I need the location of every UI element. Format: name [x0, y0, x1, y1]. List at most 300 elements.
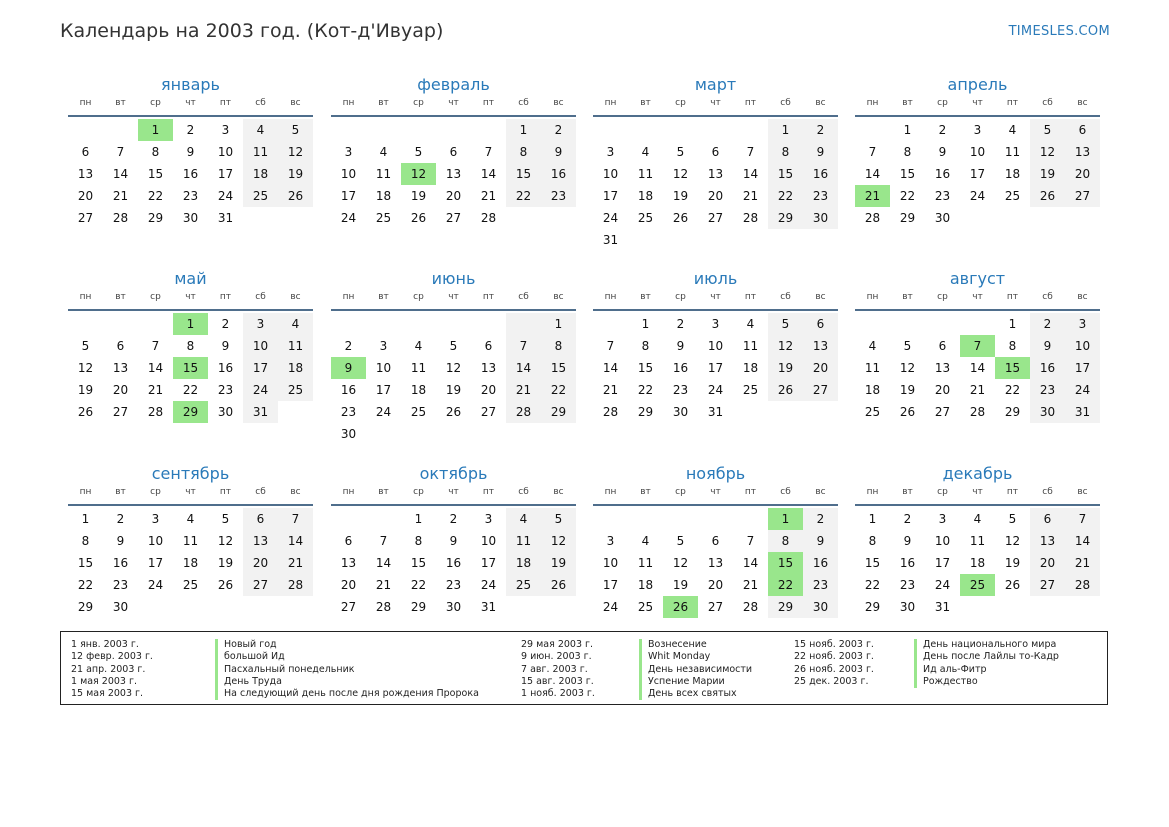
day-cell[interactable]: 24 — [217, 189, 234, 203]
day-cell[interactable]: 13 — [112, 361, 129, 375]
day-cell[interactable]: 21 — [480, 189, 497, 203]
day-cell[interactable]: 22 — [637, 383, 654, 397]
day-cell[interactable]: 22 — [77, 578, 94, 592]
day-cell[interactable]: 16 — [445, 556, 462, 570]
day-cell[interactable]: 11 — [375, 167, 392, 181]
holiday-day-cell[interactable]: 21 — [855, 185, 890, 207]
holiday-day-cell[interactable]: 22 — [768, 574, 803, 596]
day-cell[interactable]: 19 — [672, 578, 689, 592]
day-cell[interactable]: 28 — [602, 405, 619, 419]
day-cell[interactable]: 9 — [803, 141, 838, 163]
day-cell[interactable]: 25 — [637, 600, 654, 614]
brand-link[interactable]: TIMESLES.COM — [1008, 24, 1110, 39]
day-cell[interactable]: 31 — [707, 405, 724, 419]
day-cell[interactable]: 29 — [1004, 405, 1021, 419]
day-cell[interactable]: 5 — [768, 313, 803, 335]
day-cell[interactable]: 16 — [803, 163, 838, 185]
day-cell[interactable]: 11 — [278, 335, 313, 357]
day-cell[interactable]: 21 — [147, 383, 164, 397]
day-cell[interactable]: 3 — [379, 339, 388, 353]
day-cell[interactable]: 16 — [899, 556, 916, 570]
day-cell[interactable]: 22 — [541, 379, 576, 401]
day-cell[interactable]: 3 — [606, 534, 615, 548]
day-cell[interactable]: 17 — [147, 556, 164, 570]
day-cell[interactable]: 23 — [803, 574, 838, 596]
day-cell[interactable]: 27 — [243, 574, 278, 596]
day-cell[interactable]: 3 — [973, 123, 982, 137]
day-cell[interactable]: 26 — [217, 578, 234, 592]
day-cell[interactable]: 23 — [182, 189, 199, 203]
day-cell[interactable]: 31 — [217, 211, 234, 225]
day-cell[interactable]: 29 — [410, 600, 427, 614]
day-cell[interactable]: 4 — [379, 145, 388, 159]
day-cell[interactable]: 19 — [1030, 163, 1065, 185]
day-cell[interactable]: 5 — [414, 145, 423, 159]
day-cell[interactable]: 23 — [934, 189, 951, 203]
day-cell[interactable]: 16 — [340, 383, 357, 397]
day-cell[interactable]: 25 — [864, 405, 881, 419]
day-cell[interactable]: 4 — [506, 508, 541, 530]
day-cell[interactable]: 2 — [449, 512, 458, 526]
day-cell[interactable]: 14 — [742, 556, 759, 570]
day-cell[interactable]: 2 — [803, 508, 838, 530]
day-cell[interactable]: 19 — [768, 357, 803, 379]
day-cell[interactable]: 16 — [803, 552, 838, 574]
day-cell[interactable]: 10 — [602, 556, 619, 570]
day-cell[interactable]: 20 — [480, 383, 497, 397]
day-cell[interactable]: 30 — [934, 211, 951, 225]
day-cell[interactable]: 25 — [637, 211, 654, 225]
day-cell[interactable]: 15 — [410, 556, 427, 570]
day-cell[interactable]: 15 — [899, 167, 916, 181]
day-cell[interactable]: 5 — [903, 339, 912, 353]
day-cell[interactable]: 13 — [480, 361, 497, 375]
day-cell[interactable]: 16 — [217, 361, 234, 375]
day-cell[interactable]: 12 — [1030, 141, 1065, 163]
day-cell[interactable]: 19 — [217, 556, 234, 570]
day-cell[interactable]: 6 — [803, 313, 838, 335]
day-cell[interactable]: 1 — [506, 119, 541, 141]
day-cell[interactable]: 17 — [934, 556, 951, 570]
day-cell[interactable]: 4 — [973, 512, 982, 526]
day-cell[interactable]: 10 — [340, 167, 357, 181]
day-cell[interactable]: 12 — [278, 141, 313, 163]
day-cell[interactable]: 10 — [217, 145, 234, 159]
day-cell[interactable]: 26 — [410, 211, 427, 225]
day-cell[interactable]: 8 — [903, 145, 912, 159]
day-cell[interactable]: 11 — [506, 530, 541, 552]
day-cell[interactable]: 18 — [506, 552, 541, 574]
day-cell[interactable]: 6 — [711, 534, 720, 548]
day-cell[interactable]: 28 — [506, 401, 541, 423]
day-cell[interactable]: 23 — [445, 578, 462, 592]
day-cell[interactable]: 13 — [803, 335, 838, 357]
day-cell[interactable]: 9 — [541, 141, 576, 163]
day-cell[interactable]: 3 — [243, 313, 278, 335]
day-cell[interactable]: 15 — [147, 167, 164, 181]
day-cell[interactable]: 19 — [278, 163, 313, 185]
day-cell[interactable]: 12 — [541, 530, 576, 552]
day-cell[interactable]: 17 — [480, 556, 497, 570]
day-cell[interactable]: 13 — [1030, 530, 1065, 552]
day-cell[interactable]: 14 — [147, 361, 164, 375]
holiday-day-cell[interactable]: 12 — [401, 163, 436, 185]
day-cell[interactable]: 30 — [340, 427, 357, 441]
holiday-day-cell[interactable]: 15 — [995, 357, 1030, 379]
day-cell[interactable]: 11 — [637, 556, 654, 570]
day-cell[interactable]: 30 — [803, 207, 838, 229]
day-cell[interactable]: 5 — [1008, 512, 1017, 526]
day-cell[interactable]: 22 — [506, 185, 541, 207]
day-cell[interactable]: 2 — [803, 119, 838, 141]
day-cell[interactable]: 14 — [864, 167, 881, 181]
holiday-day-cell[interactable]: 15 — [173, 357, 208, 379]
day-cell[interactable]: 24 — [1065, 379, 1100, 401]
day-cell[interactable]: 26 — [1004, 578, 1021, 592]
day-cell[interactable]: 25 — [1004, 189, 1021, 203]
day-cell[interactable]: 24 — [707, 383, 724, 397]
day-cell[interactable]: 7 — [1065, 508, 1100, 530]
day-cell[interactable]: 4 — [243, 119, 278, 141]
day-cell[interactable]: 30 — [182, 211, 199, 225]
day-cell[interactable]: 17 — [602, 189, 619, 203]
day-cell[interactable]: 11 — [182, 534, 199, 548]
day-cell[interactable]: 29 — [541, 401, 576, 423]
day-cell[interactable]: 10 — [602, 167, 619, 181]
day-cell[interactable]: 12 — [217, 534, 234, 548]
day-cell[interactable]: 3 — [221, 123, 230, 137]
day-cell[interactable]: 25 — [278, 379, 313, 401]
day-cell[interactable]: 9 — [938, 145, 947, 159]
day-cell[interactable]: 20 — [77, 189, 94, 203]
day-cell[interactable]: 11 — [410, 361, 427, 375]
day-cell[interactable]: 28 — [278, 574, 313, 596]
day-cell[interactable]: 22 — [147, 189, 164, 203]
day-cell[interactable]: 8 — [506, 141, 541, 163]
day-cell[interactable]: 13 — [707, 167, 724, 181]
day-cell[interactable]: 9 — [676, 339, 685, 353]
day-cell[interactable]: 6 — [243, 508, 278, 530]
day-cell[interactable]: 27 — [1030, 574, 1065, 596]
day-cell[interactable]: 4 — [641, 534, 650, 548]
day-cell[interactable]: 4 — [641, 145, 650, 159]
day-cell[interactable]: 18 — [375, 189, 392, 203]
holiday-day-cell[interactable]: 29 — [173, 401, 208, 423]
day-cell[interactable]: 21 — [969, 383, 986, 397]
day-cell[interactable]: 3 — [484, 512, 493, 526]
day-cell[interactable]: 4 — [746, 317, 755, 331]
day-cell[interactable]: 4 — [414, 339, 423, 353]
day-cell[interactable]: 30 — [112, 600, 129, 614]
day-cell[interactable]: 7 — [606, 339, 615, 353]
day-cell[interactable]: 8 — [768, 530, 803, 552]
day-cell[interactable]: 12 — [672, 167, 689, 181]
day-cell[interactable]: 11 — [969, 534, 986, 548]
day-cell[interactable]: 11 — [637, 167, 654, 181]
day-cell[interactable]: 20 — [934, 383, 951, 397]
day-cell[interactable]: 14 — [1065, 530, 1100, 552]
day-cell[interactable]: 2 — [186, 123, 195, 137]
day-cell[interactable]: 18 — [637, 578, 654, 592]
day-cell[interactable]: 29 — [864, 600, 881, 614]
day-cell[interactable]: 14 — [112, 167, 129, 181]
day-cell[interactable]: 26 — [899, 405, 916, 419]
day-cell[interactable]: 15 — [541, 357, 576, 379]
day-cell[interactable]: 7 — [746, 534, 755, 548]
day-cell[interactable]: 21 — [742, 578, 759, 592]
day-cell[interactable]: 9 — [186, 145, 195, 159]
day-cell[interactable]: 1 — [541, 313, 576, 335]
day-cell[interactable]: 27 — [340, 600, 357, 614]
day-cell[interactable]: 12 — [445, 361, 462, 375]
day-cell[interactable]: 18 — [637, 189, 654, 203]
day-cell[interactable]: 5 — [278, 119, 313, 141]
day-cell[interactable]: 26 — [541, 574, 576, 596]
day-cell[interactable]: 24 — [602, 211, 619, 225]
day-cell[interactable]: 2 — [1030, 313, 1065, 335]
day-cell[interactable]: 13 — [340, 556, 357, 570]
day-cell[interactable]: 28 — [147, 405, 164, 419]
day-cell[interactable]: 8 — [151, 145, 160, 159]
day-cell[interactable]: 29 — [77, 600, 94, 614]
holiday-day-cell[interactable]: 1 — [768, 508, 803, 530]
day-cell[interactable]: 27 — [707, 600, 724, 614]
day-cell[interactable]: 28 — [112, 211, 129, 225]
day-cell[interactable]: 12 — [899, 361, 916, 375]
day-cell[interactable]: 7 — [484, 145, 493, 159]
day-cell[interactable]: 13 — [243, 530, 278, 552]
day-cell[interactable]: 7 — [151, 339, 160, 353]
day-cell[interactable]: 14 — [742, 167, 759, 181]
day-cell[interactable]: 6 — [344, 534, 353, 548]
day-cell[interactable]: 21 — [602, 383, 619, 397]
day-cell[interactable]: 8 — [186, 339, 195, 353]
day-cell[interactable]: 14 — [969, 361, 986, 375]
day-cell[interactable]: 31 — [480, 600, 497, 614]
day-cell[interactable]: 2 — [116, 512, 125, 526]
day-cell[interactable]: 1 — [868, 512, 877, 526]
day-cell[interactable]: 5 — [676, 145, 685, 159]
day-cell[interactable]: 24 — [602, 600, 619, 614]
day-cell[interactable]: 14 — [480, 167, 497, 181]
day-cell[interactable]: 24 — [480, 578, 497, 592]
day-cell[interactable]: 2 — [903, 512, 912, 526]
day-cell[interactable]: 2 — [541, 119, 576, 141]
day-cell[interactable]: 26 — [672, 211, 689, 225]
day-cell[interactable]: 23 — [340, 405, 357, 419]
day-cell[interactable]: 22 — [864, 578, 881, 592]
day-cell[interactable]: 23 — [1030, 379, 1065, 401]
day-cell[interactable]: 29 — [899, 211, 916, 225]
day-cell[interactable]: 6 — [1065, 119, 1100, 141]
day-cell[interactable]: 20 — [803, 357, 838, 379]
day-cell[interactable]: 31 — [934, 600, 951, 614]
day-cell[interactable]: 6 — [1030, 508, 1065, 530]
day-cell[interactable]: 28 — [480, 211, 497, 225]
day-cell[interactable]: 13 — [445, 167, 462, 181]
day-cell[interactable]: 30 — [803, 596, 838, 618]
day-cell[interactable]: 2 — [344, 339, 353, 353]
day-cell[interactable]: 8 — [768, 141, 803, 163]
day-cell[interactable]: 20 — [445, 189, 462, 203]
day-cell[interactable]: 10 — [969, 145, 986, 159]
holiday-day-cell[interactable]: 25 — [960, 574, 995, 596]
day-cell[interactable]: 1 — [81, 512, 90, 526]
day-cell[interactable]: 9 — [449, 534, 458, 548]
day-cell[interactable]: 18 — [742, 361, 759, 375]
day-cell[interactable]: 5 — [81, 339, 90, 353]
day-cell[interactable]: 8 — [414, 534, 423, 548]
day-cell[interactable]: 5 — [449, 339, 458, 353]
day-cell[interactable]: 5 — [221, 512, 230, 526]
day-cell[interactable]: 15 — [864, 556, 881, 570]
day-cell[interactable]: 18 — [278, 357, 313, 379]
day-cell[interactable]: 29 — [768, 596, 803, 618]
day-cell[interactable]: 14 — [506, 357, 541, 379]
day-cell[interactable]: 31 — [1065, 401, 1100, 423]
day-cell[interactable]: 17 — [340, 189, 357, 203]
day-cell[interactable]: 19 — [1004, 556, 1021, 570]
day-cell[interactable]: 23 — [541, 185, 576, 207]
day-cell[interactable]: 9 — [1030, 335, 1065, 357]
day-cell[interactable]: 1 — [414, 512, 423, 526]
day-cell[interactable]: 20 — [707, 189, 724, 203]
day-cell[interactable]: 12 — [77, 361, 94, 375]
day-cell[interactable]: 9 — [221, 339, 230, 353]
day-cell[interactable]: 9 — [803, 530, 838, 552]
day-cell[interactable]: 17 — [969, 167, 986, 181]
day-cell[interactable]: 12 — [1004, 534, 1021, 548]
day-cell[interactable]: 16 — [934, 167, 951, 181]
day-cell[interactable]: 9 — [903, 534, 912, 548]
day-cell[interactable]: 19 — [541, 552, 576, 574]
day-cell[interactable]: 7 — [868, 145, 877, 159]
day-cell[interactable]: 26 — [1030, 185, 1065, 207]
day-cell[interactable]: 24 — [969, 189, 986, 203]
day-cell[interactable]: 24 — [340, 211, 357, 225]
day-cell[interactable]: 25 — [410, 405, 427, 419]
holiday-day-cell[interactable]: 26 — [663, 596, 698, 618]
day-cell[interactable]: 10 — [147, 534, 164, 548]
day-cell[interactable]: 17 — [707, 361, 724, 375]
day-cell[interactable]: 27 — [480, 405, 497, 419]
day-cell[interactable]: 28 — [742, 600, 759, 614]
day-cell[interactable]: 11 — [742, 339, 759, 353]
day-cell[interactable]: 26 — [768, 379, 803, 401]
day-cell[interactable]: 21 — [278, 552, 313, 574]
day-cell[interactable]: 7 — [506, 335, 541, 357]
day-cell[interactable]: 10 — [1065, 335, 1100, 357]
day-cell[interactable]: 2 — [676, 317, 685, 331]
day-cell[interactable]: 12 — [672, 556, 689, 570]
day-cell[interactable]: 25 — [182, 578, 199, 592]
day-cell[interactable]: 30 — [1030, 401, 1065, 423]
day-cell[interactable]: 14 — [375, 556, 392, 570]
day-cell[interactable]: 30 — [217, 405, 234, 419]
day-cell[interactable]: 20 — [243, 552, 278, 574]
day-cell[interactable]: 6 — [484, 339, 493, 353]
day-cell[interactable]: 1 — [768, 119, 803, 141]
day-cell[interactable]: 27 — [803, 379, 838, 401]
day-cell[interactable]: 23 — [112, 578, 129, 592]
day-cell[interactable]: 27 — [934, 405, 951, 419]
day-cell[interactable]: 15 — [768, 163, 803, 185]
day-cell[interactable]: 18 — [1004, 167, 1021, 181]
day-cell[interactable]: 31 — [243, 401, 278, 423]
day-cell[interactable]: 13 — [1065, 141, 1100, 163]
day-cell[interactable]: 27 — [707, 211, 724, 225]
day-cell[interactable]: 26 — [445, 405, 462, 419]
day-cell[interactable]: 25 — [243, 185, 278, 207]
day-cell[interactable]: 24 — [375, 405, 392, 419]
day-cell[interactable]: 10 — [707, 339, 724, 353]
day-cell[interactable]: 20 — [1030, 552, 1065, 574]
day-cell[interactable]: 21 — [506, 379, 541, 401]
day-cell[interactable]: 19 — [672, 189, 689, 203]
day-cell[interactable]: 17 — [1065, 357, 1100, 379]
day-cell[interactable]: 7 — [746, 145, 755, 159]
day-cell[interactable]: 10 — [243, 335, 278, 357]
day-cell[interactable]: 5 — [1030, 119, 1065, 141]
day-cell[interactable]: 29 — [637, 405, 654, 419]
day-cell[interactable]: 23 — [672, 383, 689, 397]
day-cell[interactable]: 17 — [243, 357, 278, 379]
day-cell[interactable]: 7 — [379, 534, 388, 548]
day-cell[interactable]: 6 — [938, 339, 947, 353]
day-cell[interactable]: 24 — [934, 578, 951, 592]
day-cell[interactable]: 4 — [1008, 123, 1017, 137]
day-cell[interactable]: 15 — [637, 361, 654, 375]
day-cell[interactable]: 22 — [768, 185, 803, 207]
day-cell[interactable]: 19 — [410, 189, 427, 203]
day-cell[interactable]: 13 — [934, 361, 951, 375]
day-cell[interactable]: 3 — [711, 317, 720, 331]
day-cell[interactable]: 16 — [672, 361, 689, 375]
day-cell[interactable]: 19 — [77, 383, 94, 397]
day-cell[interactable]: 19 — [445, 383, 462, 397]
day-cell[interactable]: 23 — [899, 578, 916, 592]
day-cell[interactable]: 2 — [938, 123, 947, 137]
day-cell[interactable]: 27 — [112, 405, 129, 419]
day-cell[interactable]: 11 — [243, 141, 278, 163]
day-cell[interactable]: 6 — [449, 145, 458, 159]
day-cell[interactable]: 8 — [541, 335, 576, 357]
day-cell[interactable]: 25 — [375, 211, 392, 225]
day-cell[interactable]: 7 — [278, 508, 313, 530]
day-cell[interactable]: 22 — [182, 383, 199, 397]
day-cell[interactable]: 3 — [938, 512, 947, 526]
day-cell[interactable]: 20 — [707, 578, 724, 592]
day-cell[interactable]: 20 — [340, 578, 357, 592]
day-cell[interactable]: 22 — [410, 578, 427, 592]
day-cell[interactable]: 5 — [676, 534, 685, 548]
day-cell[interactable]: 16 — [182, 167, 199, 181]
day-cell[interactable]: 3 — [344, 145, 353, 159]
day-cell[interactable]: 16 — [1030, 357, 1065, 379]
day-cell[interactable]: 28 — [742, 211, 759, 225]
day-cell[interactable]: 7 — [116, 145, 125, 159]
day-cell[interactable]: 21 — [112, 189, 129, 203]
day-cell[interactable]: 27 — [77, 211, 94, 225]
day-cell[interactable]: 6 — [81, 145, 90, 159]
day-cell[interactable]: 17 — [602, 578, 619, 592]
day-cell[interactable]: 8 — [1008, 339, 1017, 353]
day-cell[interactable]: 16 — [541, 163, 576, 185]
day-cell[interactable]: 10 — [375, 361, 392, 375]
day-cell[interactable]: 24 — [243, 379, 278, 401]
day-cell[interactable]: 20 — [112, 383, 129, 397]
day-cell[interactable]: 21 — [742, 189, 759, 203]
